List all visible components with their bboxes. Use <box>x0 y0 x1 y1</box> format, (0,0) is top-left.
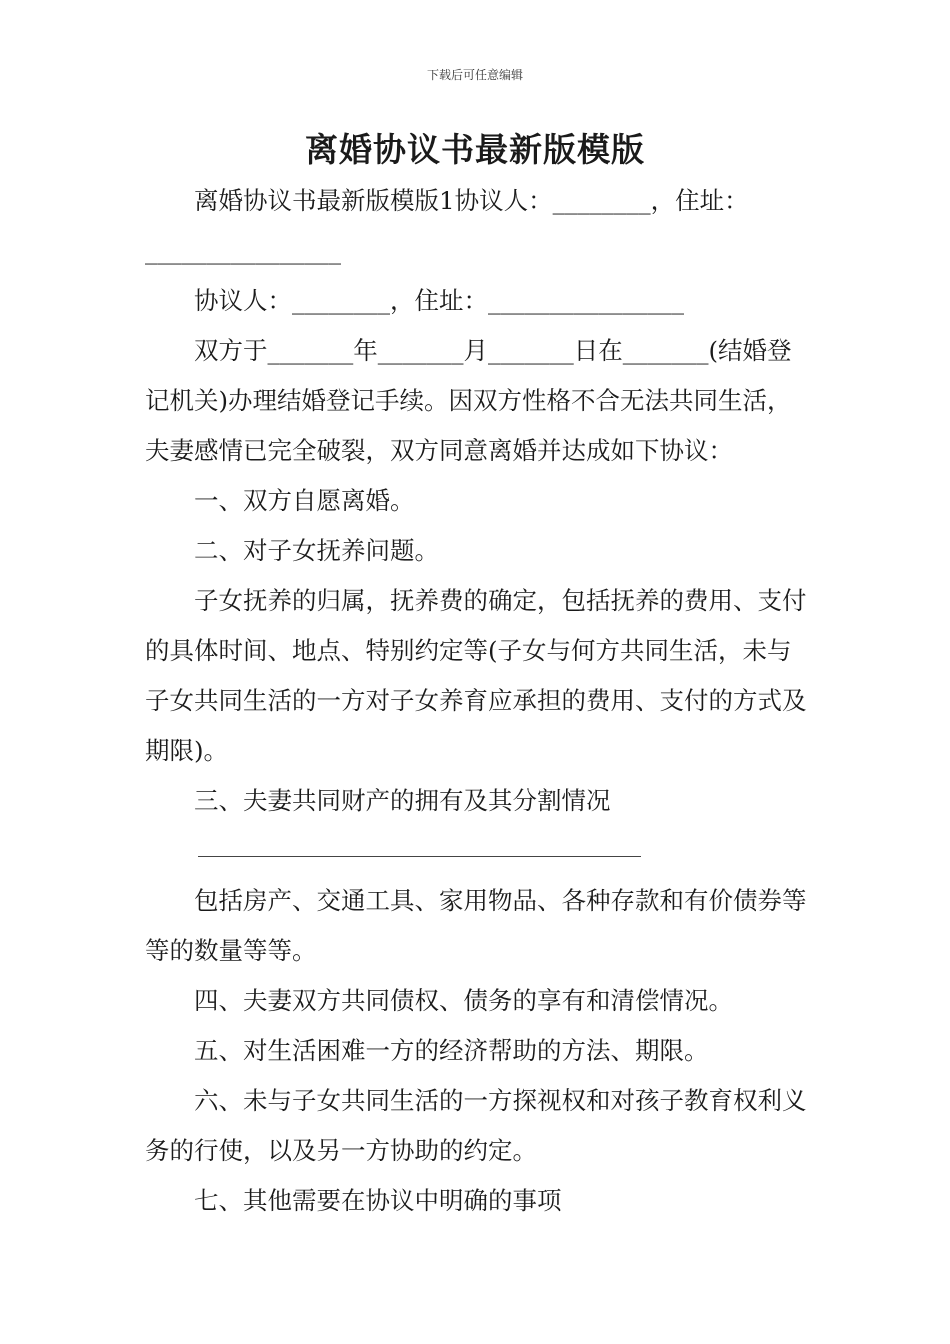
document-body <box>145 176 810 1226</box>
paragraph-child-support: 子女抚养的归属，抚养费的确定，包括抚养的费用、支付的具体时间、地点、特别约定等(子女与何方共同生活，未与子女共同生活的一方对子女养育应承担的费用、支付的方式及期限)。 <box>145 586 807 765</box>
paragraph-item-4: 四、夫妻双方共同债权、债务的享有和清偿情况。 <box>194 986 733 1015</box>
blank-line <box>198 856 641 857</box>
document-title: 离婚协议书最新版模版 <box>305 130 645 169</box>
paragraph-item-7: 七、其他需要在协议中明确的事项 <box>194 1186 562 1215</box>
paragraph-party-2: 协议人：________，住址：________________ <box>194 286 684 315</box>
paragraph-item-6: 六、未与子女共同生活的一方探视权和对孩子教育权利义务的行使，以及另一方协助的约定。 <box>145 1086 807 1165</box>
header-note: 下载后可任意编辑 <box>426 68 523 82</box>
paragraph-item-3: 三、夫妻共同财产的拥有及其分割情况 <box>194 786 611 815</box>
paragraph-intro: 离婚协议书最新版模版1协议人：________，住址：________________ <box>145 186 749 265</box>
paragraph-item-2: 二、对子女抚养问题。 <box>194 536 439 565</box>
paragraph-property-details: 包括房产、交通工具、家用物品、各种存款和有价债券等等的数量等等。 <box>145 886 807 965</box>
paragraph-marriage-registration: 双方于_______年_______月_______日在_______(结婚登记机关)办理结婚登记手续。因双方性格不合无法共同生活，夫妻感情已完全破裂，双方同意离婚并达成如下协议： <box>145 336 792 465</box>
paragraph-item-1: 一、双方自愿离婚。 <box>194 486 415 515</box>
paragraph-item-5: 五、对生活困难一方的经济帮助的方法、期限。 <box>194 1036 709 1065</box>
